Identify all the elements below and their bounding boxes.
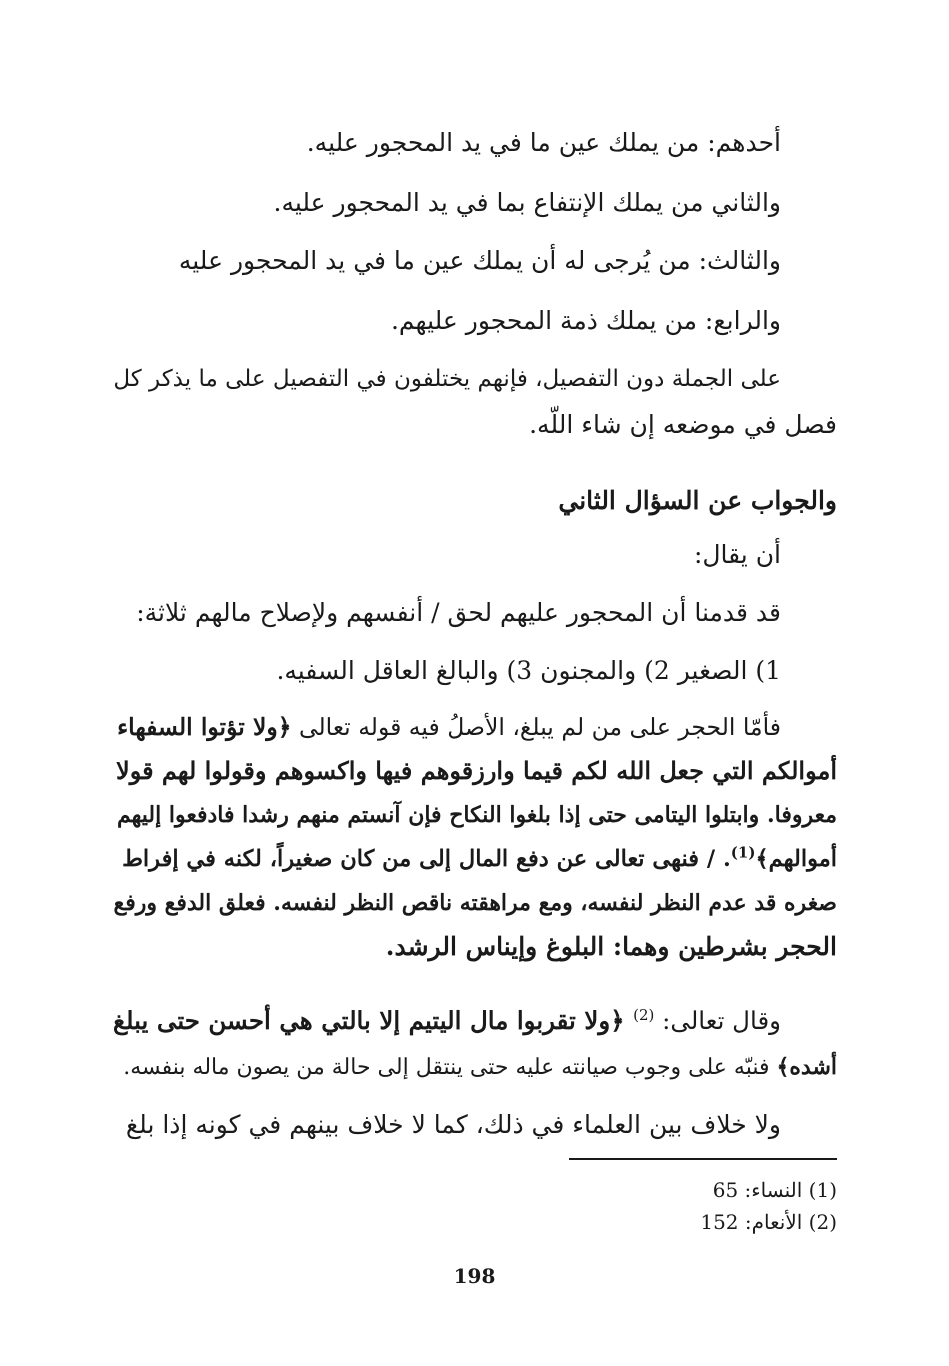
paragraph-1-line-4 xyxy=(122,842,837,876)
plain-text: فنبّه على وجوب صيانته عليه حتى ينتقل إلى حالة من يصون ماله بنفسه. xyxy=(123,1055,777,1080)
quran-text: ﴿ولا تقربوا مال اليتيم إلا بالتي هي أحسن حتى يبلغ xyxy=(113,1006,634,1035)
text-line-4: والرابع: من يملك ذمة المحجور عليهم. xyxy=(390,306,781,335)
quran-text: أشده﴾ xyxy=(776,1054,837,1080)
text-line-7: أن يقال: xyxy=(693,540,781,569)
footnote-ref-2: (2) xyxy=(633,1005,655,1024)
paragraph-1-line-1 xyxy=(117,710,781,744)
text-line-9: 1) الصغير 2) والمجنون 3) والبالغ العاقل السفيه. xyxy=(276,656,781,685)
plain-text: فأمّا الحجر على من لم يبلغ، الأصلُ فيه قوله تعالى xyxy=(291,713,781,741)
paragraph-2-line-1 xyxy=(113,1004,781,1038)
paragraph-1-line-2: أموالكم التي جعل الله لكم قيما وارزقوهم فيها واكسوهم وقولوا لهم قولا xyxy=(116,756,837,785)
paragraph-2-line-2 xyxy=(123,1050,837,1085)
section-heading: والجواب عن السؤال الثاني xyxy=(558,486,837,515)
footnote-2: (2) الأنعام: 152 xyxy=(700,1210,837,1234)
footnote-divider xyxy=(569,1158,837,1160)
text-line-3: والثالث: من يُرجى له أن يملك عين ما في يد المحجور عليه xyxy=(178,246,781,275)
paragraph-3-line-1: ولا خلاف بين العلماء في ذلك، كما لا خلاف بينهم في كونه إذا بلغ xyxy=(125,1110,781,1139)
text-line-5: على الجملة دون التفصيل، فإنهم يختلفون في التفصيل على ما يذكر كل xyxy=(113,366,781,392)
quran-text: أموالهم﴾ xyxy=(755,846,837,872)
text-line-1: أحدهم: من يملك عين ما في يد المحجور عليه. xyxy=(306,128,781,157)
plain-text: . / فنهى تعالى عن دفع المال إلى من كان صغيراً، لكنه في إفراط xyxy=(122,846,731,872)
quran-text: ﴿ولا تؤتوا السفهاء xyxy=(117,713,292,741)
paragraph-1-line-3: معروفا. وابتلوا اليتامى حتى إذا بلغوا النكاح فإن آنستم منهم رشدا فادفعوا إليهم xyxy=(116,802,837,828)
footnote-ref-1: (1) xyxy=(730,843,756,862)
text-line-6: فصل في موضعه إن شاء اللّه. xyxy=(529,410,837,439)
page-number: 198 xyxy=(453,1264,496,1288)
text-line-2: والثاني من يملك الإنتفاع بما في يد المحجور عليه. xyxy=(273,188,781,217)
text-line-8: قد قدمنا أن المحجور عليهم لحق / أنفسهم ولإصلاح مالهم ثلاثة: xyxy=(136,598,781,627)
plain-text: وقال تعالى: xyxy=(654,1006,781,1035)
paragraph-1-line-6: الحجر بشرطين وهما: البلوغ وإيناس الرشد. xyxy=(385,932,837,961)
paragraph-1-line-5: صغره قد عدم النظر لنفسه، ومع مراهقته ناقص النظر لنفسه. فعلق الدفع ورفع xyxy=(113,890,837,916)
footnote-1: (1) النساء: 65 xyxy=(712,1178,837,1202)
